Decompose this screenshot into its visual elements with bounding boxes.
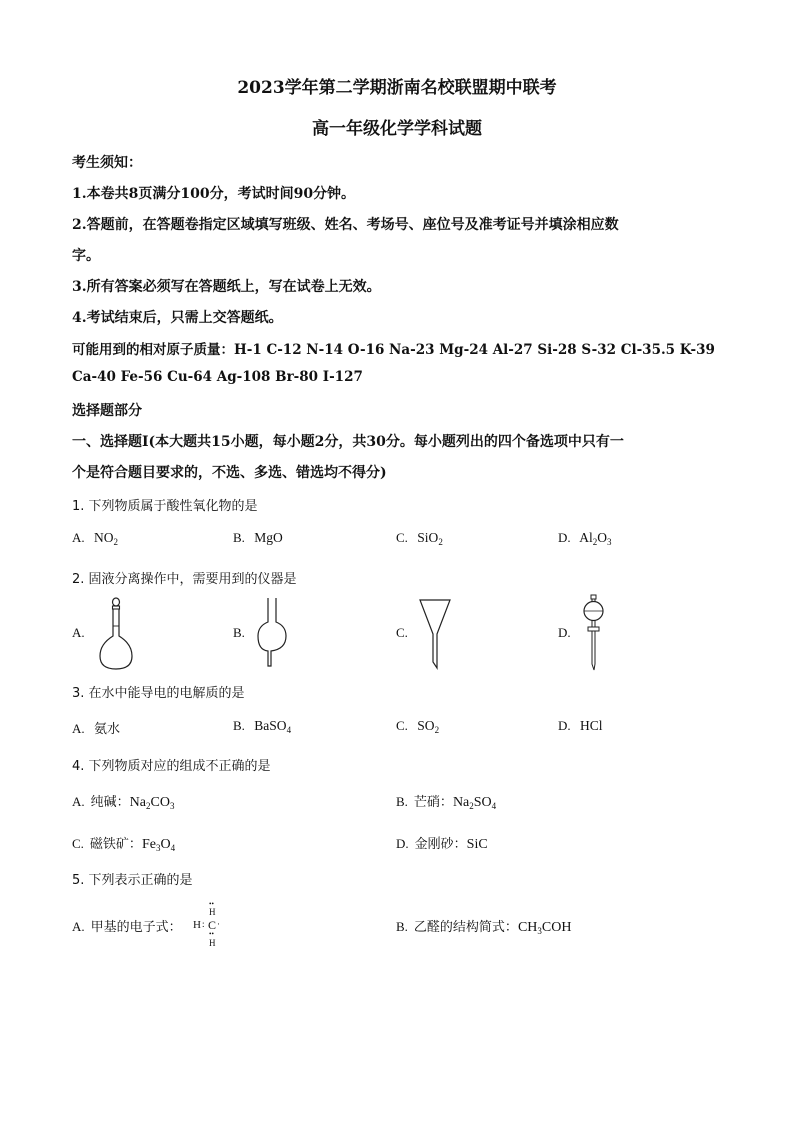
option-label: D. [396,836,409,851]
q1-option-a [72,530,118,546]
formula-sub: 4 [286,725,292,735]
option-label: B. [233,718,245,733]
notice-item-2: 2.答题前，在答题卷指定区域填写班级、姓名、考场号、座位号及准考证号并填涂相应数 [72,217,619,233]
formula-main: Al [579,530,593,545]
q4-option-a [72,791,174,811]
q1-option-d [558,530,612,546]
formula-main: HCl [580,718,603,733]
q3-option-a [72,718,120,737]
section-part: 选择题部分 [72,403,142,419]
q3-option-c [396,718,439,734]
q5-option-a [72,916,182,935]
funnel-icon [418,598,452,670]
formula-main: NO [94,530,114,545]
q2-option-a-label: A. [72,625,85,640]
option-text: 氨水 [94,722,121,737]
option-label: B. [396,794,408,809]
q2-option-d-label: D. [558,625,571,640]
methyl-electron-formula: •• H H : C · •• H [193,900,220,948]
option-label: B. [233,530,245,545]
option-label: C. [396,718,408,733]
option-name: 磁铁矿： [89,837,142,852]
q1-option-c [396,530,443,546]
formula-main: BaSO [254,718,287,733]
option-formula: $Na_2CO_3$ [129,795,175,811]
exam-subtitle: 高一年级化学学科试题 [312,119,482,139]
question-2-stem: 2. 固液分离操作中，需要用到的仪器是 [72,572,297,587]
lewis-h-top: H [209,907,216,917]
formula-main: MgO [254,530,283,545]
option-label: D. [558,530,571,545]
round-bottom-flask-icon [254,596,290,670]
option-name: 甲基的电子式： [90,920,182,935]
question-5-stem: 5. 下列表示正确的是 [72,873,193,888]
lewis-c: C [208,918,217,932]
q4-option-d [396,833,488,853]
option-name: 金刚砂： [414,837,467,852]
section-heading-1: 一、选择题I(本大题共15小题，每小题2分，共30分。每小题列出的四个备选项中只有一 [72,434,624,450]
formula-tail: O [597,530,608,545]
question-4-stem: 4. 下列物质对应的组成不正确的是 [72,759,271,774]
q3-option-b [233,718,291,734]
formula-sub: 2 [592,537,598,547]
q4-option-c [72,833,175,853]
formula-sub-2: 3 [607,537,612,547]
q5-option-b [396,916,571,936]
q4-option-b [396,791,496,811]
lewis-h-bottom: H [209,938,216,948]
option-label: C. [396,530,408,545]
option-formula: $CH_3COH$ [517,920,572,936]
option-label: A. [72,919,85,934]
notice-item-2-cont: 字。 [72,248,100,264]
q2-option-b-label: B. [233,625,245,640]
option-formula: $Na_2SO_4$ [452,795,497,811]
formula-sub: 2 [113,537,119,547]
option-name: 纯碱： [90,795,130,810]
option-label: A. [72,530,85,545]
option-formula: $Fe_3O_4$ [141,837,176,853]
atomic-mass-line-1: 可能用到的相对原子质量：H-1 C-12 N-14 O-16 Na-23 Mg-24 Al-27 Si-28 S-32 Cl-35.5 K-39 [72,342,715,358]
q2-option-c-label: C. [396,625,408,640]
option-formula: SiC [466,837,488,852]
option-label: A. [72,794,85,809]
lewis-h-left: H [193,919,201,931]
notice-item-3: 3.所有答案必须写在答题纸上，写在试卷上无效。 [72,279,381,295]
option-label: A. [72,721,85,736]
formula-sub: 2 [438,537,443,547]
volumetric-flask-icon [96,596,136,672]
formula-main: SO [417,718,435,733]
formula-sub: 2 [434,725,440,735]
separatory-funnel-icon [580,594,608,672]
notice-heading: 考生须知： [72,155,142,171]
option-label: B. [396,919,408,934]
option-label: D. [558,718,571,733]
question-1-stem: 1. 下列物质属于酸性氧化物的是 [72,499,258,514]
atomic-mass-line-2: Ca-40 Fe-56 Cu-64 Ag-108 Br-80 I-127 [72,369,363,385]
q1-option-b [233,530,283,546]
option-label: C. [72,836,84,851]
notice-item-4: 4.考试结束后，只需上交答题纸。 [72,310,283,326]
option-name: 芒硝： [413,795,453,810]
formula-main: SiO [417,530,439,545]
option-name: 乙醛的结构简式： [413,920,518,935]
question-3-stem: 3. 在水中能导电的电解质的是 [72,686,245,701]
q3-option-d [558,718,603,734]
section-heading-2: 个是符合题目要求的，不选、多选、错选均不得分) [72,465,387,481]
exam-title: 2023学年第二学期浙南名校联盟期中联考 [237,78,557,98]
notice-item-1: 1.本卷共8页满分100分，考试时间90分钟。 [72,186,356,202]
